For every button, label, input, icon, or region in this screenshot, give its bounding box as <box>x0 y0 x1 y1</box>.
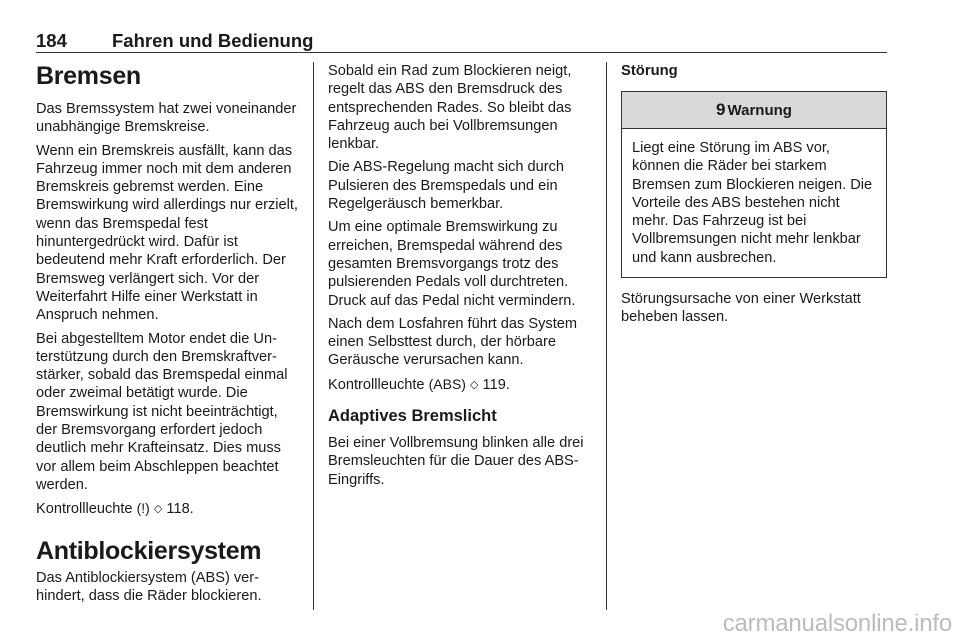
column-divider-1 <box>313 62 314 610</box>
reference-label: Kontrollleuchte <box>36 501 133 518</box>
page-reference-arrow-icon: ◇ <box>470 378 479 391</box>
section-title: Fahren und Bedienung <box>112 30 314 51</box>
brake-warning-icon: (!) <box>136 500 150 517</box>
column-divider-2 <box>606 62 607 610</box>
warning-triangle-icon: 9 <box>716 100 726 119</box>
paragraph: Sobald ein Rad zum Blockieren neigt, regelt das ABS den Bremsdruck des entsprechenden Rades. So bleibt das Fahrzeug auch bei Vollbremsungen lenkbar. <box>328 63 572 153</box>
warning-title: Warnung <box>727 102 792 119</box>
heading-bremsen: Bremsen <box>36 62 141 90</box>
paragraph: Das Antiblockiersystem (ABS) verhindert, dass die Räder blockieren. <box>36 569 262 604</box>
reference-label: Kontrollleuchte <box>328 376 425 393</box>
paragraph: Bei abgestelltem Motor endet die Unterstützung durch den Bremskraftverstärker, sobald das Bremspedal einmal oder zweimal betätigt wurde. Die Bremswirkung ist nicht beeinträchtigt, der Bremsvorgang erfordert jedoch deutlich mehr Krafteinsatz. Dies muss vor allem beim Abschleppen beachtet werden. <box>36 330 288 493</box>
reference-page-link[interactable]: 118. <box>166 501 194 518</box>
reference-line <box>36 499 298 518</box>
paragraph: Um eine optimale Bremswirkung zu erreichen, Bremspedal während des gesamten Bremsvorgangs trotz des pulsierenden Pedals voll durchtreten. Druck auf das Pedal nicht vermindern. <box>328 219 576 309</box>
watermark-text: carmanualsonline.info <box>722 610 952 637</box>
column-2 <box>328 62 593 494</box>
paragraph: Die ABS-Regelung macht sich durch Pulsieren des Bremspedals und ein Regelgeräusch bemerkbar. <box>328 159 565 213</box>
reference-line <box>328 375 593 394</box>
page-reference-arrow-icon: ◇ <box>153 503 163 516</box>
column-1 <box>36 62 298 610</box>
column-3 <box>621 62 887 332</box>
paragraph: Störungsursache von einer Werkstatt beheben lassen. <box>621 291 861 326</box>
paragraph: Wenn ein Bremskreis ausfällt, kann das Fahrzeug immer noch mit dem anderen Bremskreis gebremst werden. Eine Bremswirkung wird allerdings nur erzielt, wenn das Bremspedal fest hinuntergedrückt wird. Dafür ist bedeutend mehr Kraft erforderlich. Der Bremsweg verlängert sich. Vor der Weiterfahrt Hilfe einer Werkstatt in Anspruch nehmen. <box>36 142 298 324</box>
warning-box <box>621 91 887 278</box>
abs-warning-icon: (ABS) <box>428 375 466 392</box>
reference-page-link[interactable]: 119. <box>482 376 510 393</box>
page-number: 184 <box>36 30 67 51</box>
paragraph: Bei einer Vollbremsung blinken alle drei Bremsleuchten für die Dauer des ABS-Eingriffs. <box>328 435 584 488</box>
warning-body: Liegt eine Störung im ABS vor, können die Räder bei starkem Bremsen zum Blockieren neigen. Die Vorteile des ABS bestehen nicht mehr. Das Fahrzeug ist bei Vollbremsungen nicht mehr lenkbar und kann ausbrechen. <box>632 140 873 266</box>
page-header <box>36 30 886 52</box>
heading-stoerung: Störung <box>621 63 678 79</box>
heading-antiblockiersystem: Antiblockiersystem <box>36 536 262 565</box>
header-rule <box>36 52 887 53</box>
paragraph: Das Bremssystem hat zwei voneinander unabhängige Bremskreise. <box>36 101 297 136</box>
warning-header <box>622 92 886 129</box>
paragraph: Nach dem Losfahren führt das System einen Selbsttest durch, der hörbare Geräusche verursachen kann. <box>328 315 578 369</box>
heading-adaptives-bremslicht: Adaptives Bremslicht <box>328 407 497 426</box>
